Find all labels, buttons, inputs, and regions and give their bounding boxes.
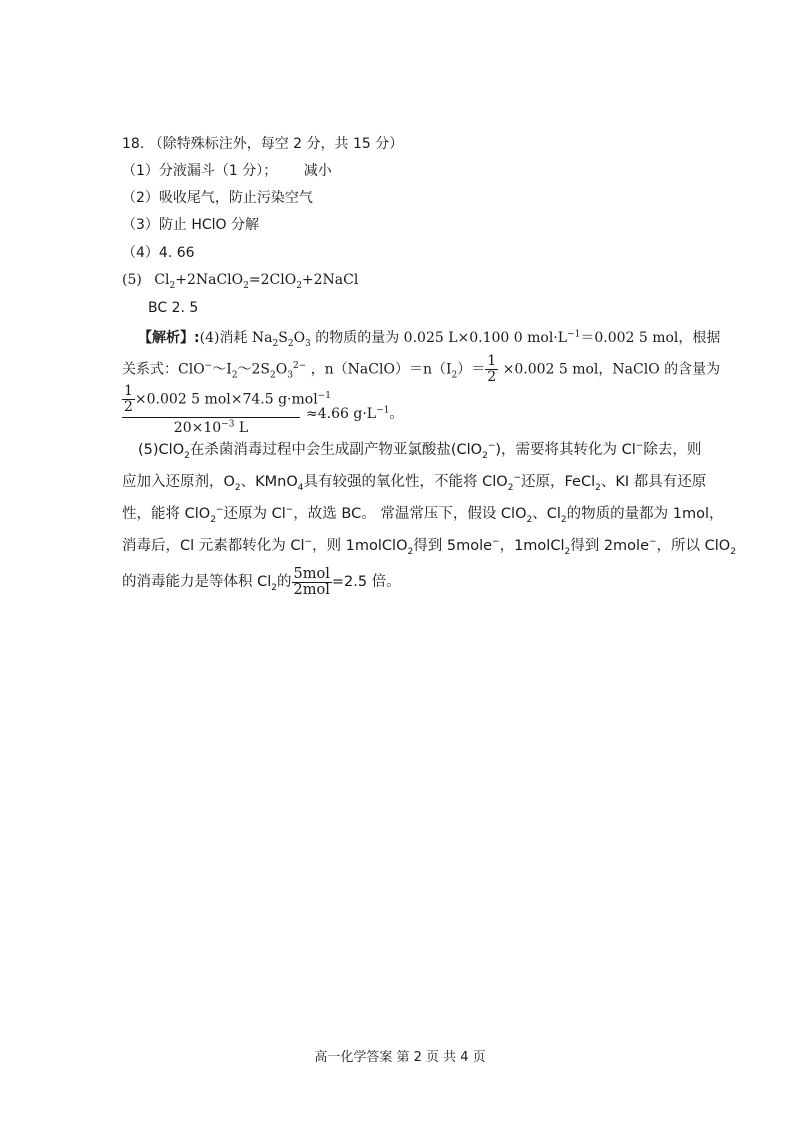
- subscript: 2: [210, 514, 216, 525]
- concentration-fraction: [122, 383, 331, 436]
- text: 的: [277, 574, 292, 590]
- text: O: [293, 330, 306, 346]
- text: ×0.002 5 mol×74.5 g·mol: [134, 391, 318, 408]
- superscript: −3: [221, 419, 235, 430]
- analysis-5-line-1: [138, 440, 701, 460]
- text: 的消毒能力是等体积 Cl: [122, 574, 272, 590]
- text: 。: [389, 406, 404, 422]
- superscript: −: [487, 441, 496, 452]
- text: ≈4.66 g·L: [306, 406, 377, 422]
- superscript: −: [285, 505, 294, 516]
- text: )，需要将其转化为 Cl: [495, 442, 636, 458]
- subscript: 2: [234, 482, 241, 493]
- fraction-numerator: 1: [124, 383, 133, 399]
- text: O: [275, 361, 288, 378]
- subscript: 2: [407, 546, 414, 557]
- subscript: 2: [564, 546, 571, 557]
- subscript: 3: [305, 338, 311, 349]
- text: ，1molCl: [499, 538, 565, 554]
- fraction-denominator: 2mol: [293, 581, 330, 598]
- question-18-heading: 18. （除特殊标注外，每空 2 分，共 15 分）: [122, 136, 404, 152]
- subscript: 2: [595, 482, 601, 493]
- answer-3: （3）防止 HClO 分解: [122, 217, 260, 233]
- superscript: −: [513, 473, 521, 484]
- analysis-5-line-3: [122, 504, 723, 524]
- fraction-denominator: [122, 418, 300, 436]
- concentration-result: [306, 404, 403, 424]
- superscript: −: [492, 537, 500, 548]
- text: (4)消耗 Na: [199, 330, 273, 346]
- text: 、KI 都具有还原: [600, 474, 707, 490]
- superscript: −: [204, 360, 213, 371]
- text: 关系式：ClO: [122, 361, 205, 378]
- subscript: 2: [269, 370, 276, 381]
- text: 得到 5mole: [413, 538, 493, 554]
- subscript: 2: [169, 280, 176, 291]
- subscript: 2: [507, 482, 514, 493]
- text: 消毒后，Cl 元素都转化为 Cl: [122, 538, 305, 554]
- subscript: 2: [730, 546, 736, 557]
- text: ）＝: [457, 361, 486, 378]
- subscript: 2: [184, 450, 190, 461]
- subscript: 2: [272, 338, 279, 349]
- analysis-4-line-2: [122, 354, 720, 385]
- superscript: −1: [376, 405, 390, 416]
- subscript: 2: [526, 514, 533, 525]
- equation-part: +2NaClO: [175, 272, 244, 288]
- superscript: −: [215, 505, 224, 516]
- subscript: 2: [271, 582, 277, 593]
- text: ＝0.002 5 mol，根据: [580, 330, 721, 346]
- answer-2: （2）吸收尾气，防止污染空气: [122, 190, 313, 206]
- answer-1-text: （1）分液漏斗（1 分）；: [122, 163, 278, 179]
- answer-5-choice: BC 2. 5: [148, 300, 199, 316]
- subscript: 2: [243, 280, 249, 291]
- text: ，故选 BC。 常温常压下，假设 ClO: [293, 506, 527, 522]
- equation-part: Cl: [154, 272, 170, 288]
- subscript: 2: [451, 370, 458, 381]
- text: 的物质的量为 0.025 L×0.100 0 mol·L: [310, 330, 568, 346]
- subscript: 4: [297, 482, 304, 493]
- answer-1: [122, 161, 332, 181]
- analysis-5-line-4: [122, 536, 736, 556]
- fraction-numerator: 5mol: [293, 565, 330, 582]
- equation-part: +2NaCl: [301, 272, 359, 288]
- superscript: −: [635, 441, 644, 452]
- answer-4: （4）4. 66: [122, 245, 195, 261]
- text: (5)ClO: [138, 442, 185, 458]
- text: 、KMnO: [240, 474, 298, 490]
- text: 、Cl: [532, 506, 561, 522]
- superscript: −: [304, 537, 313, 548]
- answer-1-value: 减小: [303, 163, 332, 179]
- superscript: −: [649, 537, 657, 548]
- superscript: 2−: [292, 360, 307, 371]
- superscript: −1: [317, 390, 331, 401]
- superscript: −1: [567, 329, 581, 340]
- text: 的物质的量都为 1mol，: [566, 506, 724, 522]
- text: ～I: [212, 361, 232, 378]
- subscript: 2: [231, 370, 238, 381]
- text: 还原，FeCl: [520, 474, 596, 490]
- text: ×0.002 5 mol，NaClO 的含量为: [498, 361, 721, 378]
- fraction-denominator: 2: [487, 369, 497, 385]
- text: L: [234, 420, 249, 436]
- analysis-label: 【解析】:: [138, 330, 200, 346]
- text: 具有较强的氧化性，不能将 ClO: [303, 474, 508, 490]
- text: ，则 1molClO: [312, 538, 408, 554]
- fraction-numerator: 1: [487, 353, 497, 369]
- text: 在杀菌消毒过程中会生成副产物亚氯酸盐(ClO: [189, 442, 483, 458]
- text: ，n（NaClO）＝n（I: [306, 361, 452, 378]
- subscript: 2: [560, 514, 567, 525]
- equation-part: =2ClO: [248, 272, 297, 288]
- fraction-half: [485, 354, 498, 385]
- fraction-numerator: [122, 383, 331, 418]
- subscript: 2: [296, 280, 302, 291]
- answer-5-label: (5): [122, 272, 142, 288]
- page-footer: 高一化学答案 第 2 页 共 4 页: [314, 1050, 486, 1065]
- subscript: 2: [287, 338, 294, 349]
- text: ～2S: [237, 361, 270, 378]
- answer-5-equation: [122, 270, 358, 290]
- text: ，所以 ClO: [656, 538, 731, 554]
- fraction-denominator: 2: [124, 399, 133, 415]
- text: 还原为 Cl: [223, 506, 286, 522]
- analysis-5-line-2: [122, 472, 706, 492]
- text: 应加入还原剂，O: [122, 474, 235, 490]
- subscript: 2: [482, 450, 488, 461]
- analysis-5-line-5: [122, 566, 401, 598]
- text: =2.5 倍。: [331, 574, 401, 590]
- analysis-4-line-1: [138, 328, 720, 348]
- subscript: 3: [287, 370, 293, 381]
- text: 性，能将 ClO: [122, 506, 211, 522]
- text: 得到 2mole: [570, 538, 649, 554]
- fraction-half: [122, 384, 135, 415]
- ratio-fraction: [292, 567, 332, 598]
- text: 除去，则: [643, 442, 702, 458]
- text: S: [278, 330, 288, 346]
- text: 20×10: [173, 420, 222, 436]
